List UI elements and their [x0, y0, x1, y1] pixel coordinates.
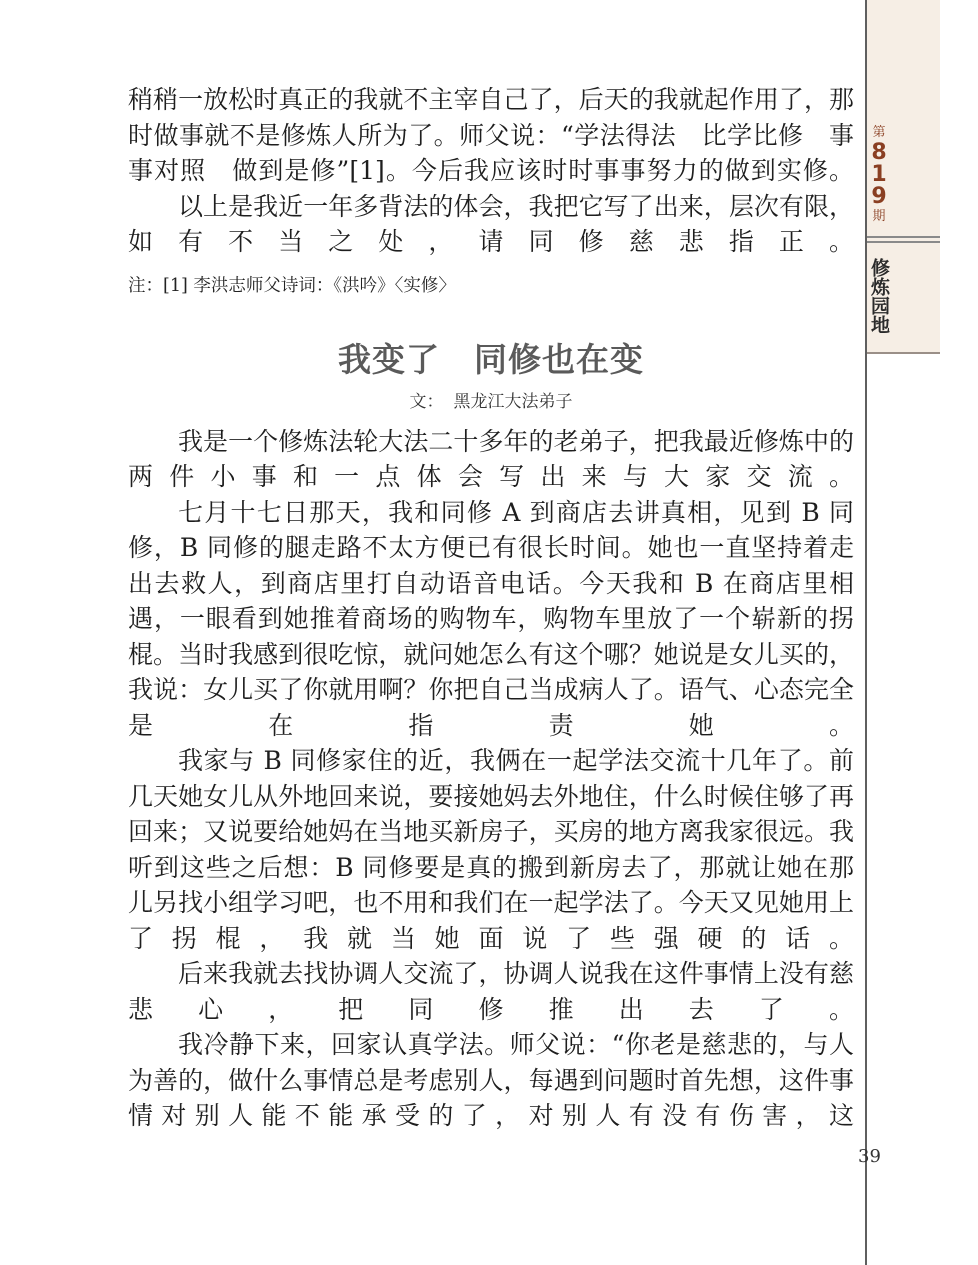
issue-suffix: 期 — [872, 209, 886, 224]
prev-paragraph-2: 以上是我近一年多背法的体会，我把它写了出来，层次有限，如有不当之处，请同修慈悲指正。 — [128, 191, 854, 256]
article-paragraph-5: 我冷静下来，回家认真学法。师父说：“你老是慈悲的，与人为善的，做什么事情总是考虑别人，每遇到问题时首先想，这件事情对别人能不能承受的了，对别人有没有伤害，这 — [128, 1030, 854, 1130]
article-paragraph-3: 我家与 B 同修家住的近，我俩在一起学法交流十几年了。前几天她女儿从外地回来说，要接她妈去外地住，什么时候住够了再回来；又说要给她妈在当地买新房子，买房的地方离我家很远。我听到这些之后想：B 同修要是真的搬到新房去了，那就让她在那儿另找小组学习吧，也不用和我们在一起学法了。今天又见她用上了拐棍，我就当她面说了些强硬的话。 — [128, 746, 854, 953]
footnote: 注：[1] 李洪志师父诗词：《洪吟》〈实修〉 — [128, 275, 456, 296]
article-paragraph-4: 后来我就去找协调人交流了，协调人说我在这件事情上没有慈悲心，把同修推出去了。 — [128, 959, 854, 1024]
section-title: 修炼园地 — [868, 258, 890, 334]
article-byline — [128, 390, 854, 414]
page-number: 39 — [858, 1146, 881, 1167]
byline-label: 文： — [409, 391, 444, 412]
issue-label — [867, 124, 891, 226]
article-title: 我变了 同修也在变 — [338, 339, 644, 379]
issue-prefix: 第 — [872, 125, 886, 140]
page-body — [128, 82, 854, 1134]
sidebar-divider-bottom — [867, 241, 940, 243]
sidebar-panel-border — [867, 352, 940, 354]
byline-author: 黑龙江大法弟子 — [453, 391, 573, 412]
prev-paragraph-1: 稍稍一放松时真正的我就不主宰自己了，后天的我就起作用了，那时做事就不是修炼人所为了。师父说：“学法得法 比学比修 事事对照 做到是修”[1]。今后我应该时时事事努力的做到实修。 — [128, 85, 854, 185]
article-paragraph-1: 我是一个修炼法轮大法二十多年的老弟子，把我最近修炼中的两件小事和一点体会写出来与大家交流。 — [128, 426, 854, 491]
sidebar-divider-top — [867, 236, 940, 238]
article-paragraph-2: 七月十七日那天，我和同修 A 到商店去讲真相，见到 B 同修，B 同修的腿走路不太方便已有很长时间。她也一直坚持着走出去救人，到商店里打自动语音电话。今天我和 B 在商店里相遇，一眼看到她推着商场的购物车，购物车里放了一个崭新的拐棍。当时我感到很吃惊，就问她怎么有这个哪？她说是女儿买的，我说：女儿买了你就用啊？你把自己当成病人了。语气、心态完全是在指责她。 — [128, 497, 854, 740]
issue-number: 819 — [871, 140, 887, 209]
